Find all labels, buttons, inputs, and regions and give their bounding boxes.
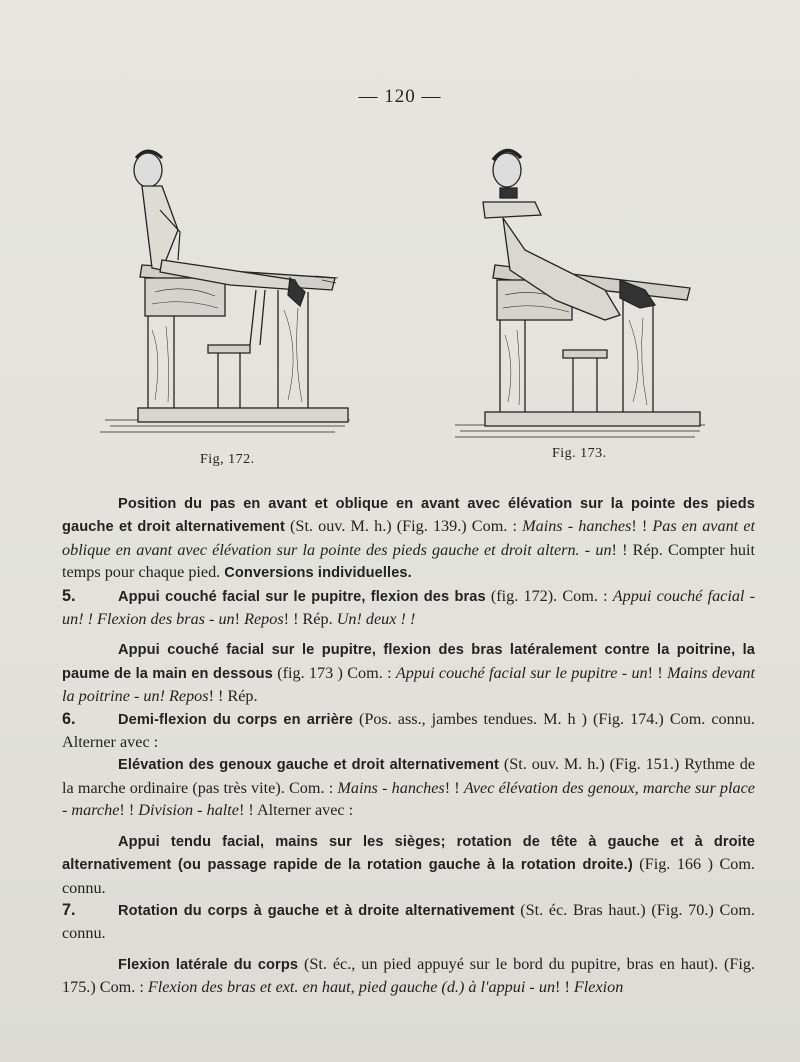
body-text-run: ! !: [631, 517, 653, 536]
paragraph: [62, 638, 755, 707]
figure-173-drawing: [455, 140, 715, 445]
body-text-run: (fig. 172). Com. :: [485, 586, 613, 605]
italic-command-text: Repos: [244, 610, 284, 629]
figure-172-drawing: [100, 140, 360, 440]
body-text-run: ! !: [555, 978, 574, 997]
bold-heading-text: Conversions individuelles.: [224, 565, 412, 582]
paragraph-gap: [62, 630, 755, 638]
exercise-number: 7.: [62, 900, 76, 919]
body-text-run: (St. ouv. M. h.) (Fig. 151.) Rythme de la marche ordinaire (pas très vite). Com. :: [62, 755, 755, 797]
italic-command-text: Mains - hanches: [522, 517, 632, 536]
body-text-run: (Pos. ass., jambes tendues. M. h ) (Fig. 174.) Com. connu. Alterner avec :: [62, 709, 755, 752]
exercise-number: 5.: [62, 586, 76, 605]
bold-heading-text: Appui couché facial sur le pupitre, flexion des bras latéralement contre la poitrine, la paume de la main en dessous: [62, 642, 755, 682]
body-text-run: !: [234, 610, 245, 629]
italic-command-text: Flexion des bras et ext. en haut, pied gauche (d.) à l'appui - un: [147, 978, 556, 997]
body-text: [62, 492, 755, 999]
paragraph: [62, 753, 755, 821]
figure-173-caption: Fig. 173.: [552, 446, 607, 461]
italic-command-text: Un! deux ! !: [336, 610, 416, 629]
italic-command-text: Appui couché facial - un! ! Flexion des bras - un: [62, 586, 755, 629]
paragraph: [62, 708, 755, 754]
figure-172-illustration: [100, 140, 360, 440]
paragraph: [62, 585, 755, 631]
figure-172-caption: Fig, 172.: [200, 452, 255, 467]
body-text-run: (St. éc. Bras haut.) (Fig. 70.) Com. connu.: [62, 900, 755, 943]
body-text-run: ! ! Rép.: [208, 687, 258, 706]
body-text-run: ! ! Rép.: [283, 610, 337, 629]
figure-173-illustration: [455, 140, 715, 445]
paragraph-gap: [62, 945, 755, 953]
paragraph: [62, 899, 755, 945]
body-text-run: ! ! Alterner avec :: [238, 801, 354, 820]
paragraph: [62, 830, 755, 899]
paragraph: [62, 492, 755, 585]
italic-command-text: Mains devant la poitrine - un! Repos: [62, 663, 755, 706]
body-text-run: (fig. 173 ) Com. :: [272, 663, 396, 682]
italic-command-text: Appui couché facial sur le pupitre - un: [395, 663, 648, 682]
bold-heading-text: Elévation des genoux gauche et droit alternativement: [118, 757, 499, 774]
italic-command-text: Avec élévation des genoux, marche sur place - marche: [62, 778, 755, 820]
bold-heading-text: Demi-flexion du corps en arrière: [118, 711, 353, 728]
body-text-run: ! ! Rép. Compter huit temps pour chaque pied.: [62, 540, 755, 582]
italic-command-text: Mains - hanches: [337, 778, 445, 797]
paragraph-gap: [62, 822, 755, 830]
paragraph: [62, 953, 755, 999]
bold-heading-text: Appui tendu facial, mains sur les sièges; rotation de tête à gauche et à droite alternativement (ou passage rapide de la rotation gauche à la rotation droite.): [62, 833, 755, 874]
italic-command-text: Flexion: [573, 978, 624, 997]
bold-heading-text: Rotation du corps à gauche et à droite alternativement: [118, 902, 515, 919]
body-text-run: ! !: [119, 801, 139, 820]
page-number: — 120 —: [358, 86, 442, 107]
italic-command-text: Pas en avant et oblique en avant avec élévation sur la pointe des pieds gauche et droit altern. - un: [62, 517, 755, 559]
body-text-run: ! !: [444, 778, 464, 797]
body-text-run: (St. éc., un pied appuyé sur le bord du pupitre, bras en haut). (Fig. 175.) Com. :: [62, 954, 755, 997]
body-text-run: (Fig. 166 ) Com. connu.: [62, 855, 756, 897]
body-text-run: ! !: [647, 663, 668, 682]
exercise-number: 6.: [62, 709, 76, 728]
bold-heading-text: Position du pas en avant et oblique en avant avec élévation sur la pointe des pieds gauche et droit alternativement: [62, 496, 755, 536]
bold-heading-text: Flexion latérale du corps: [118, 956, 299, 973]
italic-command-text: Division - halte: [138, 801, 239, 820]
body-text-run: (St. ouv. M. h.) (Fig. 139.) Com. :: [284, 517, 523, 536]
bold-heading-text: Appui couché facial sur le pupitre, flexion des bras: [118, 588, 486, 605]
